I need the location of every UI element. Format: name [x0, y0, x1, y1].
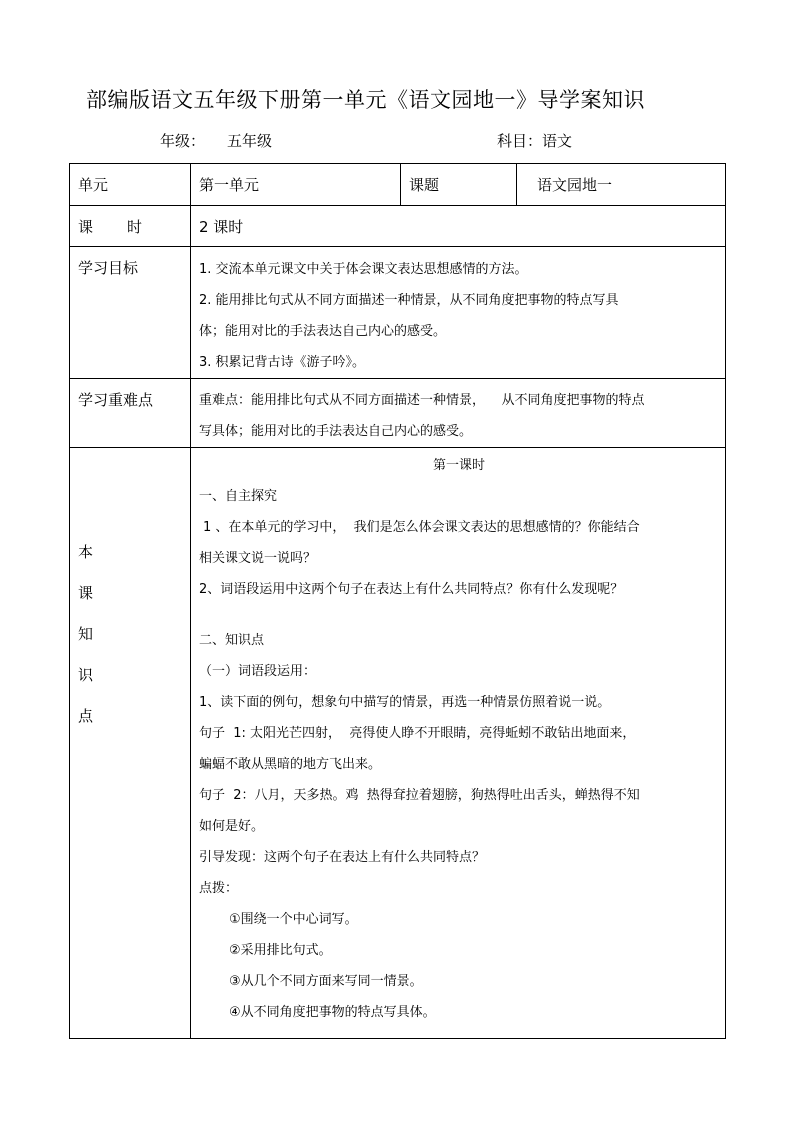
tip-item: ②采用排比句式。	[229, 943, 332, 958]
topic-value-cell	[517, 164, 726, 206]
knowledge-label-char: 点	[78, 707, 94, 725]
knowledge-label-cell	[70, 448, 191, 1039]
grade-value: 五年级	[227, 132, 273, 150]
tip-item: ③从几个不同方面来写同一情景。	[229, 974, 423, 989]
section-heading: 二、知识点	[199, 633, 265, 648]
goal-item: 体；能用对比的手法表达自己内心的感受。	[199, 324, 447, 339]
subject-info: 科目：语文	[497, 132, 573, 150]
goals-cell	[191, 247, 726, 379]
goals-label: 学习目标	[78, 259, 139, 277]
period-value-cell	[191, 206, 726, 247]
goals-list	[191, 247, 725, 378]
question-line: 1 、在本单元的学习中， 我们是怎么体会课文表达的思想感情的？你能结合	[203, 520, 640, 535]
difficulty-row	[70, 379, 726, 448]
difficulty-label: 学习重难点	[78, 391, 154, 409]
difficulty-label-cell	[70, 379, 191, 448]
lesson-title: 第一课时	[432, 458, 485, 473]
knowledge-content	[191, 448, 725, 1028]
knowledge-label-char: 识	[78, 666, 94, 684]
period-label-part2: 时	[127, 218, 143, 236]
knowledge-label	[70, 448, 190, 737]
guide-line: 引导发现：这两个句子在表达上有什么共同特点？	[199, 850, 486, 865]
knowledge-label-char: 本	[78, 543, 94, 561]
knowledge-label-char: 知	[78, 625, 94, 643]
difficulty-cell	[191, 379, 726, 448]
unit-row	[70, 164, 726, 206]
knowledge-cell	[191, 448, 726, 1039]
period-label-cell	[70, 206, 191, 247]
period-label	[70, 206, 190, 237]
question-line: 2、词语段运用中这两个句子在表达上有什么共同特点？你有什么发现呢？	[199, 582, 624, 597]
unit-value: 第一单元	[199, 176, 260, 194]
question-line: 相关课文说一说吗？	[199, 551, 317, 566]
goals-row	[70, 247, 726, 379]
topic-label: 课题	[409, 176, 440, 194]
task-line: 1、读下面的例句，想象句中描写的情景，再选一种情景仿照着说一说。	[199, 695, 611, 710]
topic-value: 语文园地一	[537, 176, 613, 194]
sentence-line: 句子 1: 太阳光芒四射， 亮得使人睁不开眼睛，亮得蚯蚓不敢钻出地面来，	[199, 726, 636, 741]
difficulty-text	[191, 379, 725, 447]
topic-label-cell	[401, 164, 517, 206]
goal-item: 3. 积累记背古诗《游子吟》。	[199, 355, 366, 370]
difficulty-line: 写具体；能用对比的手法表达自己内心的感受。	[199, 424, 473, 439]
period-value: 2 课时	[199, 218, 244, 236]
knowledge-label-char: 课	[78, 584, 94, 602]
goal-item: 2. 能用排比句式从不同方面描述一种情景，从不同角度把事物的特点写具	[199, 293, 619, 308]
goals-label-cell	[70, 247, 191, 379]
unit-label: 单元	[78, 176, 109, 194]
knowledge-row	[70, 448, 726, 1039]
unit-value-cell	[191, 164, 401, 206]
period-label-part1: 课	[78, 218, 94, 236]
difficulty-line: 重难点：能用排比句式从不同方面描述一种情景， 从不同角度把事物的特点	[199, 393, 645, 408]
grade-label: 年级：	[160, 132, 206, 150]
tip-item: ①围绕一个中心词写。	[229, 912, 358, 927]
grade-info	[160, 130, 272, 151]
tip-item: ④从不同角度把事物的特点写具体。	[229, 1005, 436, 1020]
lesson-plan-table	[69, 163, 726, 1039]
goal-item: 1. 交流本单元课文中关于体会课文表达思想感情的方法。	[199, 262, 528, 277]
sub-heading: （一）词语段运用：	[199, 664, 317, 679]
tips-label: 点拨：	[199, 881, 239, 896]
sentence-line: 句子 2：八月，天多热。鸡 热得耷拉着翅膀，狗热得吐出舌头，蝉热得不知	[199, 788, 640, 803]
sentence-line: 蝙蝠不敢从黑暗的地方飞出来。	[199, 757, 382, 772]
sentence-line: 如何是好。	[199, 819, 265, 834]
unit-label-cell	[70, 164, 191, 206]
section-heading: 一、自主探究	[199, 489, 278, 504]
period-row	[70, 206, 726, 247]
spacer	[199, 605, 719, 625]
document-title: 部编版语文五年级下册第一单元《语文园地一》导学案知识	[86, 88, 645, 112]
